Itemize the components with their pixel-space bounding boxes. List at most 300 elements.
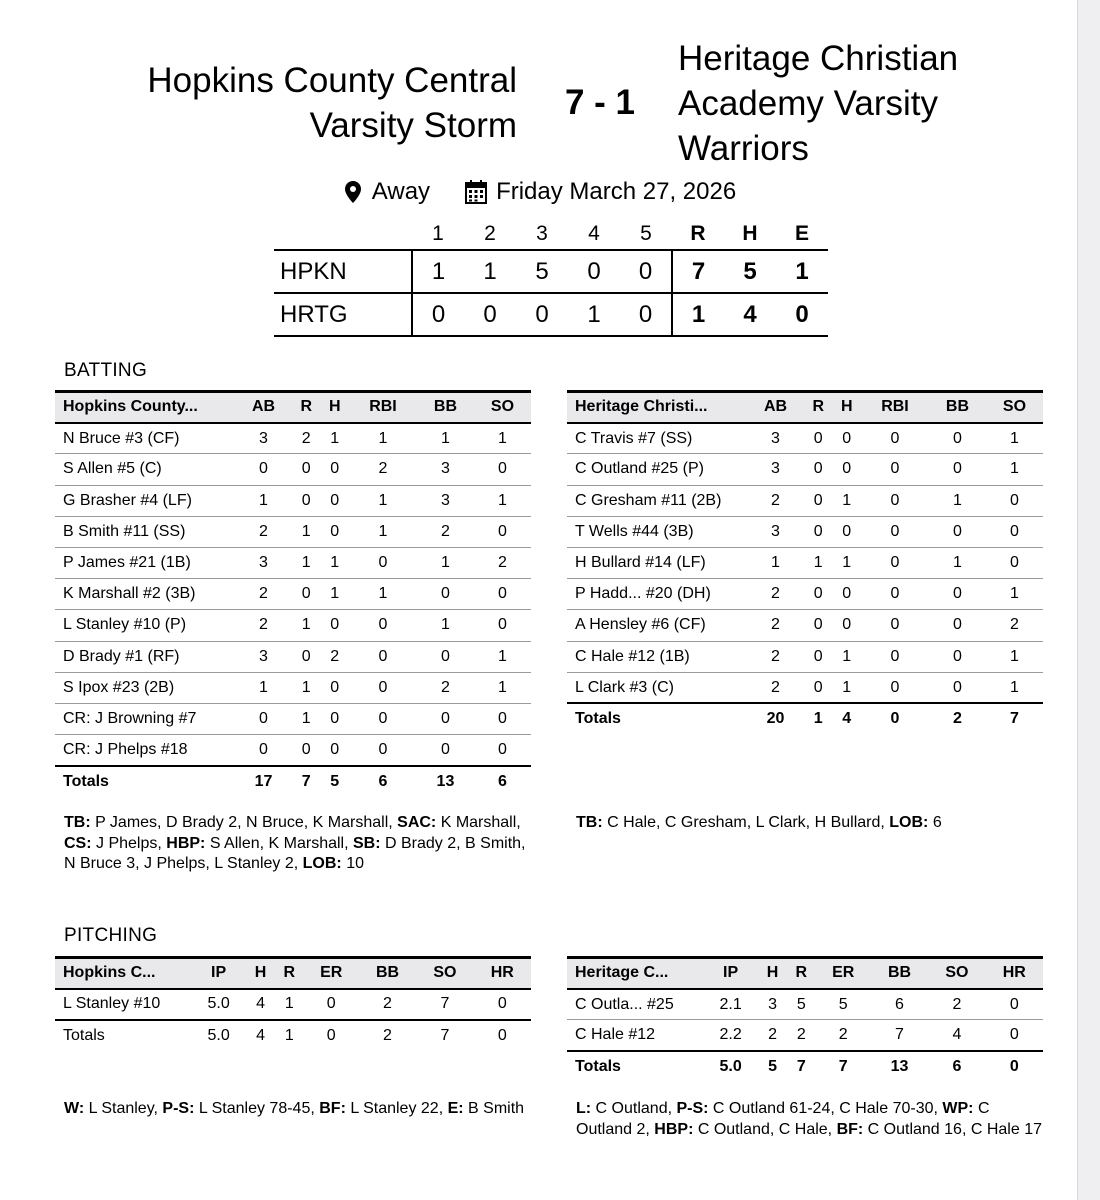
game-location: Away	[371, 178, 431, 205]
stat-cell: 3	[771, 460, 780, 478]
stat-cell: 2	[771, 491, 780, 509]
stat-cell: 1	[330, 554, 340, 572]
total-cell: 1	[284, 1026, 294, 1044]
stat-cell: 0	[1010, 554, 1019, 572]
stat-cell: 0	[842, 522, 852, 540]
stat-cell: 1	[842, 491, 852, 509]
stat-cell: 0	[890, 491, 900, 509]
stat-cell: 6	[895, 995, 904, 1013]
note-value: S Allen, K Marshall,	[205, 834, 353, 852]
stat-cell: 0	[498, 522, 507, 540]
stat-cell: 1	[842, 647, 852, 665]
stat-cell: 0	[842, 429, 852, 447]
player-name: C Hale #12 (1B)	[575, 647, 690, 665]
player-name: S Ipox #23 (2B)	[63, 678, 175, 696]
stat-cell: 0	[890, 616, 900, 634]
player-name: S Allen #5 (C)	[63, 460, 162, 478]
stat-cell: 0	[498, 585, 507, 603]
linescore-col-header: 1	[432, 221, 444, 245]
column-header: Hopkins C...	[63, 964, 156, 982]
table-row	[55, 672, 531, 703]
note-key: SB:	[353, 834, 381, 852]
column-header: SO	[1002, 398, 1027, 416]
stat-cell: 2	[952, 995, 962, 1013]
total-cell: 6	[952, 1058, 962, 1076]
total-cell: 13	[890, 1058, 909, 1076]
table-header-row	[55, 392, 531, 423]
note-key: LOB:	[302, 855, 342, 872]
note-value: C Outland, C Hale,	[693, 1120, 837, 1138]
stat-cell: 1	[378, 585, 388, 603]
table-row	[55, 641, 531, 672]
stat-cell: 1	[498, 678, 507, 696]
note-key: W:	[64, 1100, 85, 1117]
final-score: 7 - 1	[564, 83, 636, 122]
linescore-cell: 1	[483, 257, 497, 285]
stat-cell: 1	[301, 522, 311, 540]
linescore-col-header: 3	[536, 221, 548, 245]
stat-cell: 0	[813, 616, 823, 634]
stat-cell: 3	[771, 429, 780, 447]
stat-cell: 0	[440, 740, 450, 758]
total-cell: 2	[383, 1026, 392, 1044]
linescore-cell: 1	[587, 300, 601, 328]
stat-cell: 2	[838, 1026, 848, 1044]
note-key: BF:	[836, 1120, 864, 1138]
stat-cell: 0	[378, 709, 388, 727]
note-value: 6	[928, 814, 942, 831]
stat-cell: 0	[378, 616, 388, 634]
table-row	[567, 641, 1043, 672]
player-name: L Stanley #10 (P)	[63, 616, 187, 634]
stat-cell: 3	[440, 491, 450, 509]
stat-cell: 1	[440, 429, 450, 447]
table-row	[567, 547, 1043, 578]
home-batting-table	[567, 390, 1043, 735]
linescore-cell: 1	[412, 250, 464, 293]
table-row	[55, 989, 531, 1020]
linescore-cell: 0	[412, 293, 464, 336]
note-value: C Outland 2,	[576, 1100, 990, 1138]
column-header: AB	[763, 398, 788, 416]
note-value: L Stanley 22,	[345, 1100, 448, 1117]
stat-cell: 0	[952, 678, 962, 696]
totals-label: Totals	[575, 1058, 621, 1076]
table-header-row	[567, 392, 1043, 423]
stat-cell: 0	[813, 647, 823, 665]
player-name: L Clark #3 (C)	[575, 678, 674, 696]
totals-row	[567, 1051, 1043, 1082]
stat-cell: 0	[330, 740, 340, 758]
table-row	[55, 516, 531, 547]
table-row	[55, 423, 531, 454]
totals-row	[567, 703, 1043, 734]
stat-cell: 0	[259, 709, 268, 727]
stat-cell: 0	[301, 460, 311, 478]
player-name: P Hadd... #20 (DH)	[575, 585, 711, 603]
note-value: 10	[341, 855, 364, 872]
table-row	[567, 989, 1043, 1020]
linescore-cell: 1	[795, 257, 809, 285]
note-key: P-S:	[676, 1100, 709, 1117]
stat-cell: 0	[890, 429, 900, 447]
note-value: K Marshall,	[436, 814, 521, 831]
stat-cell: 1	[259, 678, 268, 696]
note-value: C Hale, C Gresham, L Clark, H Bullard,	[602, 814, 890, 831]
player-name: N Bruce #3 (CF)	[63, 429, 180, 447]
linescore-team: HRTG	[280, 300, 348, 328]
column-header: Heritage C...	[575, 964, 669, 982]
stat-cell: 2	[796, 1026, 806, 1044]
stat-cell: 0	[842, 460, 852, 478]
table-row	[567, 1020, 1043, 1051]
stat-cell: 0	[890, 585, 900, 603]
stat-cell: 1	[378, 522, 388, 540]
total-cell: 0	[890, 710, 900, 728]
stat-cell: 0	[813, 460, 823, 478]
stat-cell: 7	[895, 1026, 904, 1044]
player-name: CR: J Browning #7	[63, 709, 197, 727]
total-cell: 5	[768, 1058, 778, 1076]
total-cell: 0	[497, 1026, 507, 1044]
total-cell: 17	[254, 772, 273, 790]
linescore-cell: 5	[743, 257, 757, 285]
stat-cell: 1	[1010, 429, 1019, 447]
stat-cell: 2	[498, 554, 507, 572]
linescore-col-header: E	[794, 221, 809, 245]
stat-cell: 1	[440, 616, 450, 634]
note-value: C Outland 16, C Hale 17	[863, 1120, 1042, 1138]
column-header: SO	[433, 964, 457, 982]
column-header: IP	[723, 964, 739, 982]
total-cell: 5	[330, 772, 340, 790]
stat-cell: 0	[378, 647, 388, 665]
stat-cell: 2	[440, 522, 450, 540]
stat-cell: 1	[1010, 460, 1019, 478]
linescore-col-header: 4	[588, 221, 600, 245]
player-name: T Wells #44 (3B)	[575, 522, 694, 540]
note-key: SAC:	[397, 814, 437, 831]
stat-cell: 2	[259, 585, 268, 603]
linescore-col-header: 5	[640, 221, 652, 245]
total-cell: 0	[326, 1026, 336, 1044]
linescore-cell: 5	[535, 257, 549, 285]
linescore-table	[274, 218, 828, 337]
stat-cell: 1	[1010, 678, 1019, 696]
stat-cell: 2	[1010, 616, 1019, 634]
column-header: H	[840, 398, 853, 416]
table-header-row	[567, 958, 1043, 989]
stat-cell: 2	[771, 678, 780, 696]
stat-cell: 0	[330, 491, 340, 509]
note-value: L Stanley 78-45,	[194, 1100, 320, 1117]
column-header: H	[254, 964, 267, 982]
linescore-cell: 7	[672, 250, 724, 293]
stat-cell: 0	[952, 460, 962, 478]
away-team-name: Hopkins County Central Varsity Storm	[147, 61, 517, 145]
stat-cell: 0	[813, 678, 823, 696]
away-pitching-notes	[64, 1099, 534, 1120]
stat-cell: 1	[330, 429, 340, 447]
stat-cell: 1	[301, 709, 311, 727]
linescore-cell: 0	[638, 300, 653, 328]
column-header: SO	[490, 398, 515, 416]
stat-cell: 3	[768, 995, 778, 1013]
total-cell: 2	[952, 710, 962, 728]
note-value: C Outland,	[591, 1100, 677, 1117]
stat-cell: 1	[771, 554, 780, 572]
column-header: HR	[1002, 964, 1026, 982]
stat-cell: 0	[842, 585, 852, 603]
stat-cell: 1	[952, 491, 962, 509]
stat-cell: 1	[813, 554, 823, 572]
stat-cell: 1	[301, 678, 311, 696]
stat-cell: 0	[1010, 522, 1019, 540]
stat-cell: 0	[497, 995, 507, 1013]
stat-cell: 1	[498, 647, 507, 665]
column-header: SO	[945, 964, 969, 982]
stat-cell: 0	[326, 995, 336, 1013]
player-name: L Stanley #10	[63, 995, 161, 1013]
note-key: L:	[576, 1100, 592, 1117]
table-row	[55, 454, 531, 485]
stat-cell: 0	[259, 740, 268, 758]
stat-cell: 0	[301, 740, 311, 758]
column-header: BB	[945, 398, 969, 416]
stat-cell: 0	[301, 647, 311, 665]
linescore-cell: 0	[638, 257, 653, 285]
player-name: C Travis #7 (SS)	[575, 429, 693, 447]
stat-cell: 0	[1010, 491, 1019, 509]
stat-cell: 0	[813, 522, 823, 540]
table-row	[567, 423, 1043, 454]
table-row	[55, 485, 531, 516]
stat-cell: 0	[378, 740, 388, 758]
linescore-cell: 0	[483, 300, 497, 328]
table-row	[567, 579, 1043, 610]
player-name: C Gresham #11 (2B)	[575, 491, 722, 509]
stat-cell: 5.0	[207, 995, 230, 1013]
stat-cell: 0	[813, 585, 823, 603]
stat-cell: 2.2	[719, 1026, 742, 1044]
column-header: Hopkins County...	[63, 398, 198, 416]
note-key: BF:	[319, 1100, 346, 1117]
total-cell: 7	[440, 1026, 450, 1044]
linescore-cell: 0	[587, 257, 601, 285]
total-cell: 6	[498, 772, 507, 790]
linescore-col-header: R	[690, 221, 706, 245]
stat-cell: 0	[890, 460, 900, 478]
column-header: R	[300, 398, 313, 416]
stat-cell: 0	[952, 522, 962, 540]
note-key: TB:	[576, 814, 603, 831]
stat-cell: 0	[330, 522, 340, 540]
note-key: WP:	[942, 1100, 974, 1117]
player-name: C Outland #25 (P)	[575, 460, 704, 478]
total-cell: 20	[766, 710, 785, 728]
game-date: Friday March 27, 2026	[496, 178, 737, 205]
stat-cell: 3	[259, 554, 268, 572]
column-header: BB	[887, 964, 912, 982]
stat-cell: 1	[498, 429, 507, 447]
player-name: K Marshall #2 (3B)	[63, 585, 196, 603]
column-header: R	[812, 398, 825, 416]
batting-label: BATTING	[64, 360, 148, 381]
linescore-row	[274, 293, 828, 336]
stat-cell: 2	[440, 678, 450, 696]
stat-cell: 0	[890, 554, 900, 572]
stat-cell: 1	[842, 554, 852, 572]
stat-cell: 0	[440, 709, 450, 727]
column-header: ER	[832, 964, 855, 982]
note-value: J Phelps,	[91, 834, 167, 852]
table-row	[55, 579, 531, 610]
player-name: B Smith #11 (SS)	[63, 522, 186, 540]
player-name: P James #21 (1B)	[63, 554, 191, 572]
totals-label: Totals	[63, 1026, 105, 1044]
stat-cell: 0	[952, 647, 962, 665]
note-key: E:	[447, 1100, 464, 1117]
stat-cell: 0	[952, 616, 962, 634]
page-edge	[1078, 0, 1100, 1200]
player-name: D Brady #1 (RF)	[63, 647, 180, 665]
player-name: A Hensley #6 (CF)	[575, 616, 706, 634]
stat-cell: 0	[813, 429, 823, 447]
column-header: H	[766, 964, 779, 982]
column-header: RBI	[369, 398, 397, 416]
total-cell: 13	[436, 772, 455, 790]
table-row	[55, 735, 531, 766]
stat-cell: 7	[440, 995, 450, 1013]
linescore-cell: 1	[672, 293, 724, 336]
stat-cell: 1	[1010, 585, 1019, 603]
linescore-col-header: 2	[484, 221, 496, 245]
table-row	[567, 516, 1043, 547]
note-key: CS:	[64, 834, 92, 852]
total-cell: 4	[842, 710, 852, 728]
total-cell: 7	[796, 1058, 806, 1076]
linescore-row	[274, 250, 828, 293]
table-row	[55, 703, 531, 734]
stat-cell: 4	[256, 995, 266, 1013]
stat-cell: 0	[1009, 1026, 1019, 1044]
stat-cell: 1	[498, 491, 507, 509]
stat-cell: 0	[301, 585, 311, 603]
home-pitching-notes	[576, 1099, 1046, 1140]
table-row	[567, 485, 1043, 516]
note-value: C Outland 61-24, C Hale 70-30,	[708, 1100, 943, 1117]
column-header: R	[795, 964, 808, 982]
totals-label: Totals	[575, 710, 621, 728]
stat-cell: 0	[952, 429, 962, 447]
linescore-cell: 0	[795, 300, 809, 328]
stat-cell: 4	[952, 1026, 962, 1044]
column-header: HR	[490, 964, 514, 982]
table-row	[55, 610, 531, 641]
away-pitching-table	[55, 956, 531, 1051]
note-value: L Stanley,	[84, 1100, 163, 1117]
calendar-icon	[464, 179, 488, 205]
stat-cell: 0	[842, 616, 852, 634]
stat-cell: 2	[301, 429, 311, 447]
stat-cell: 0	[330, 616, 340, 634]
column-header: BB	[433, 398, 457, 416]
stat-cell: 2	[378, 460, 388, 478]
note-value: B Smith	[463, 1100, 525, 1117]
note-value: D Brady 2, B Smith, N Bruce 3, J Phelps, L Stanley 2,	[64, 834, 526, 872]
column-header: AB	[251, 398, 276, 416]
total-cell: 7	[838, 1058, 848, 1076]
stat-cell: 1	[259, 491, 268, 509]
stat-cell: 0	[952, 585, 962, 603]
stat-cell: 2	[771, 616, 780, 634]
column-header: ER	[320, 964, 343, 982]
stat-cell: 0	[890, 522, 900, 540]
table-row	[567, 454, 1043, 485]
linescore-team: HPKN	[280, 257, 347, 285]
note-key: HBP:	[166, 834, 206, 852]
totals-label: Totals	[63, 772, 109, 790]
stat-cell: 5	[838, 995, 848, 1013]
game-meta	[0, 176, 1078, 208]
stat-cell: 0	[259, 460, 268, 478]
table-row	[567, 672, 1043, 703]
stat-cell: 0	[378, 554, 388, 572]
stat-cell: 1	[330, 585, 340, 603]
column-header: Heritage Christi...	[575, 398, 708, 416]
home-pitching-table	[567, 956, 1043, 1082]
total-cell: 5.0	[207, 1026, 230, 1044]
stat-cell: 1	[1010, 647, 1019, 665]
stat-cell: 1	[378, 491, 388, 509]
note-key: TB:	[64, 814, 91, 831]
stat-cell: 0	[330, 460, 340, 478]
linescore-col-header: H	[742, 221, 758, 245]
column-header: R	[283, 964, 296, 982]
stat-cell: 2	[771, 647, 780, 665]
stat-cell: 0	[498, 460, 507, 478]
column-header: BB	[375, 964, 400, 982]
stat-cell: 0	[498, 740, 507, 758]
total-cell: 0	[1009, 1058, 1019, 1076]
stat-cell: 0	[440, 585, 450, 603]
stat-cell: 3	[771, 522, 780, 540]
column-header: RBI	[881, 398, 909, 416]
stat-cell: 0	[330, 678, 340, 696]
total-cell: 7	[1010, 710, 1019, 728]
stat-cell: 0	[1009, 995, 1019, 1013]
linescore-cell: 0	[535, 300, 549, 328]
stat-cell: 1	[378, 429, 388, 447]
note-key: HBP:	[654, 1120, 694, 1138]
player-name: H Bullard #14 (LF)	[575, 554, 706, 572]
stat-cell: 0	[440, 647, 450, 665]
stat-cell: 1	[301, 554, 311, 572]
stat-cell: 2	[768, 1026, 778, 1044]
stat-cell: 1	[440, 554, 450, 572]
stat-cell: 0	[301, 491, 311, 509]
note-value: P James, D Brady 2, N Bruce, K Marshall,	[90, 814, 398, 831]
stat-cell: 5	[796, 995, 806, 1013]
stat-cell: 2	[330, 647, 340, 665]
player-name: CR: J Phelps #18	[63, 740, 188, 758]
stat-cell: 0	[498, 709, 507, 727]
player-name: G Brasher #4 (LF)	[63, 491, 192, 509]
stat-cell: 3	[440, 460, 450, 478]
stat-cell: 2.1	[719, 995, 742, 1013]
total-cell: 5.0	[719, 1058, 742, 1076]
note-key: P-S:	[162, 1100, 195, 1117]
